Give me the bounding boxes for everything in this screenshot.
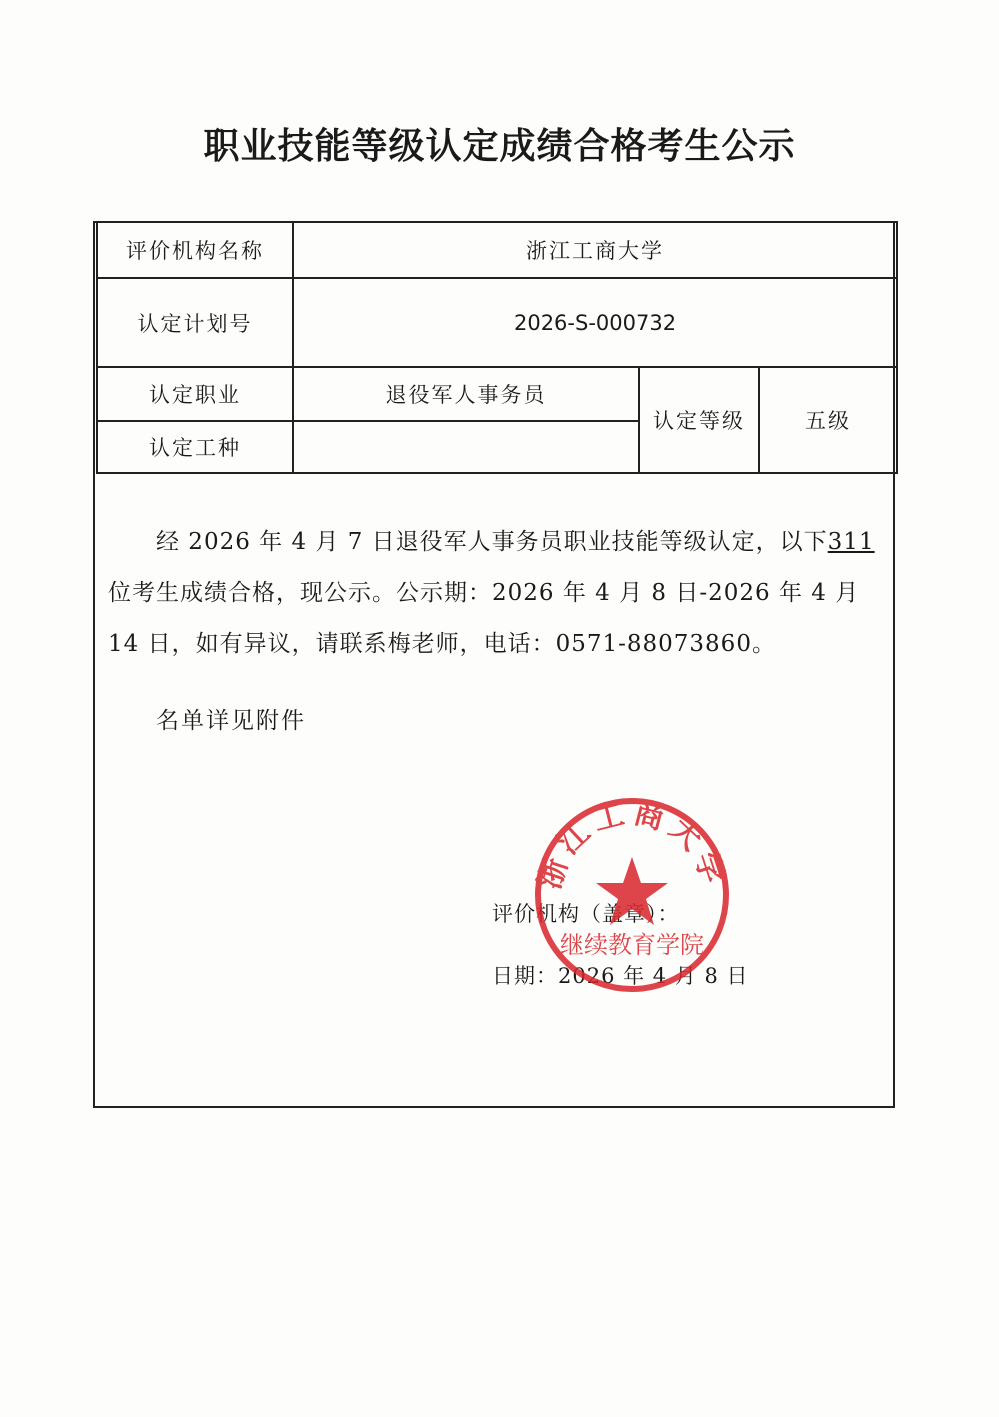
- signature-org-label: 评价机构（盖章）：: [492, 902, 680, 926]
- occupation-label: 认定职业: [97, 367, 293, 421]
- level-label: 认定等级: [639, 367, 759, 473]
- level-value: 五级: [759, 367, 897, 473]
- table-row: [97, 367, 897, 421]
- seal-dept-text: 继续教育学院: [560, 931, 704, 959]
- star-icon: [596, 857, 668, 925]
- page-title: 职业技能等级认定成绩合格考生公示: [203, 126, 796, 167]
- type-value: [293, 421, 639, 473]
- occupation-value: 退役军人事务员: [293, 367, 639, 421]
- signature-date: 日期：2026 年 4 月 8 日: [492, 964, 749, 988]
- plan-value: 2026-S-000732: [293, 278, 897, 367]
- type-label: 认定工种: [97, 421, 293, 473]
- notice-body: [108, 517, 893, 670]
- passed-count: 311: [827, 529, 875, 555]
- notice-text-part2: 位考生成绩合格，现公示。公示期：2026 年 4 月 8 日-2026 年 4 月 14 日，如有异议，请联系梅老师，电话：0571-88073860。: [108, 580, 860, 657]
- org-value: 浙江工商大学: [293, 222, 897, 278]
- info-table: [96, 221, 898, 474]
- table-row: [97, 278, 897, 367]
- plan-label: 认定计划号: [97, 278, 293, 367]
- table-row: [97, 222, 897, 278]
- seal-name-text: 浙江工商大学: [532, 795, 732, 894]
- notice-text-part1: 经 2026 年 4 月 7 日退役军人事务员职业技能等级认定，以下: [156, 529, 828, 555]
- official-seal: [532, 795, 732, 995]
- attachment-note: 名单详见附件: [156, 708, 306, 734]
- org-label: 评价机构名称: [97, 222, 293, 278]
